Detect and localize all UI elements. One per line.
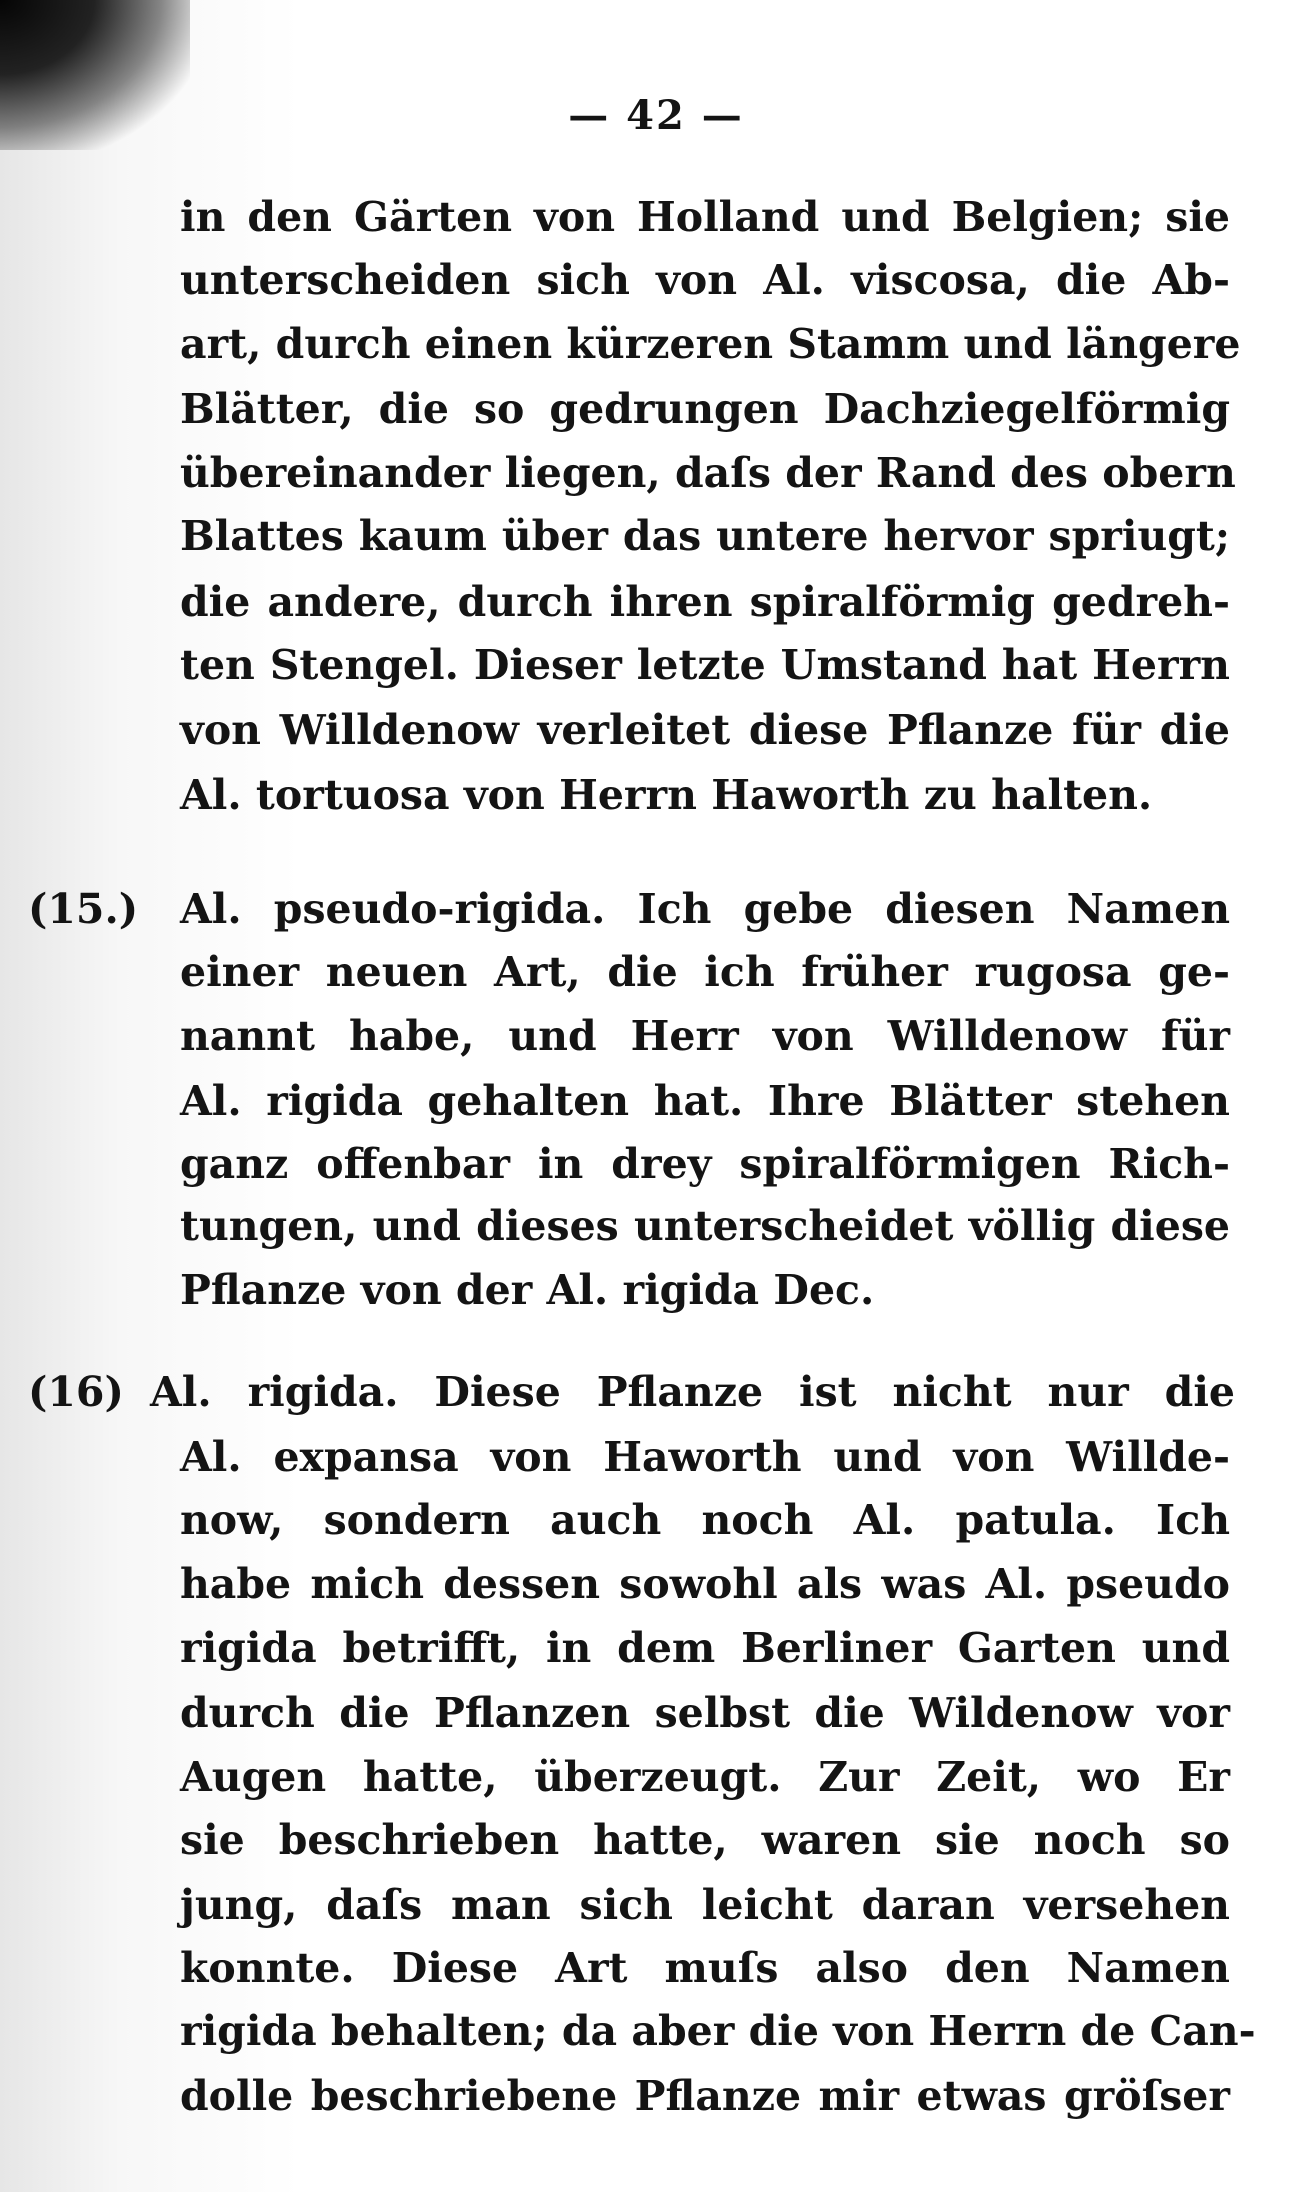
text-line: Blätter, die so gedrungen Dachziegelförmig <box>180 385 1230 433</box>
text-line: rigida behalten; da aber die von Herrn de Can- <box>180 2007 1256 2055</box>
text-line: Al. rigida gehalten hat. Ihre Blätter stehen <box>180 1077 1230 1125</box>
entry-number: (16) <box>28 1368 124 1416</box>
text-line: Al. rigida. Diese Pflanze ist nicht nur die <box>150 1368 1235 1416</box>
text-line: in den Gärten von Holland und Belgien; sie <box>180 193 1230 241</box>
text-line: ten Stengel. Dieser letzte Umstand hat Herrn <box>180 641 1230 689</box>
text-line: ganz offenbar in drey spiralförmigen Rich- <box>180 1140 1230 1188</box>
text-line: Pflanze von der Al. rigida Dec. <box>180 1266 875 1314</box>
text-line: art, durch einen kürzeren Stamm und längere <box>180 320 1241 368</box>
text-line: übereinander liegen, daſs der Rand des obern <box>180 449 1236 497</box>
text-line: jung, daſs man sich leicht daran versehen <box>180 1881 1230 1929</box>
text-line: durch die Pflanzen selbst die Wildenow vor <box>180 1689 1230 1737</box>
text-line: now, sondern auch noch Al. patula. Ich <box>180 1496 1230 1544</box>
text-line: Al. tortuosa von Herrn Haworth zu halten. <box>180 771 1153 819</box>
page-number: — 42 — <box>568 92 744 139</box>
text-line: nannt habe, und Herr von Willdenow für <box>180 1012 1230 1060</box>
text-line: Al. pseudo-rigida. Ich gebe diesen Namen <box>180 885 1230 933</box>
text-line: Blattes kaum über das untere hervor spriugt; <box>180 512 1230 560</box>
text-line: Al. expansa von Haworth und von Willde- <box>180 1433 1230 1481</box>
text-line: von Willdenow verleitet diese Pflanze für die <box>180 706 1230 754</box>
text-line: unterscheiden sich von Al. viscosa, die Ab- <box>180 256 1230 304</box>
text-line: rigida betrifft, in dem Berliner Garten und <box>180 1624 1230 1672</box>
text-line: einer neuen Art, die ich früher rugosa ge- <box>180 948 1230 996</box>
text-line: habe mich dessen sowohl als was Al. pseudo <box>180 1560 1230 1608</box>
text-line: dolle beschriebene Pflanze mir etwas gröſser <box>180 2072 1230 2120</box>
text-line: die andere, durch ihren spiralförmig gedreh- <box>180 578 1230 626</box>
entry-number: (15.) <box>28 885 139 933</box>
text-line: tungen, und dieses unterscheidet völlig diese <box>180 1202 1230 1250</box>
text-line: konnte. Diese Art muſs also den Namen <box>180 1944 1230 1992</box>
text-line: sie beschrieben hatte, waren sie noch so <box>180 1816 1230 1864</box>
text-line: Augen hatte, überzeugt. Zur Zeit, wo Er <box>180 1753 1230 1801</box>
